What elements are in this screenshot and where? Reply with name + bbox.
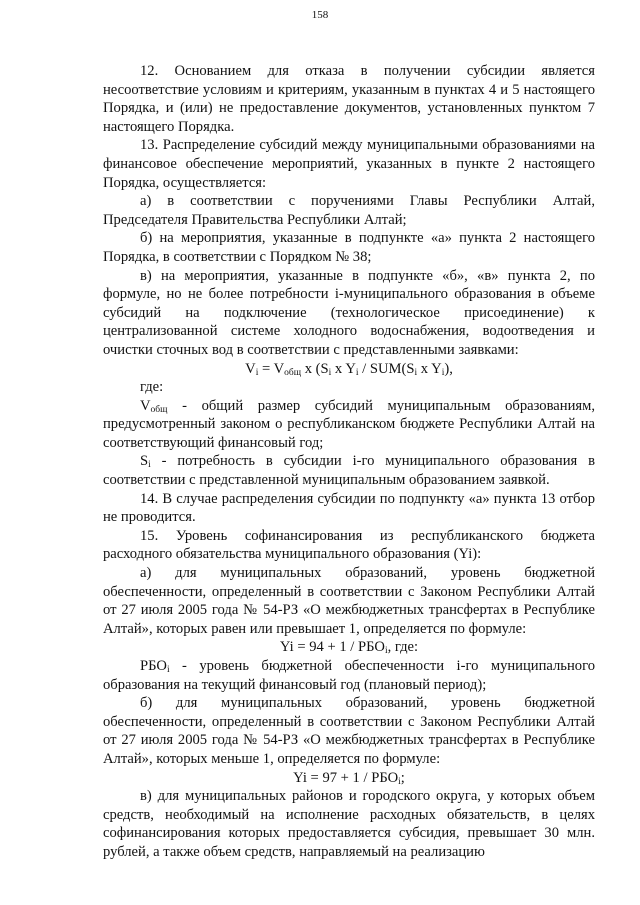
paragraph-13-a: а) в соответствии с поручениями Главы Республики Алтай, Председателя Правительства Республики Алтай; [103,193,595,228]
formula-distribution: $V_i = V_{общ}$ x ($S_i$ x $Y_i / SUM(S_i$ x $Y_i$), [245,360,453,378]
formula-cofinancing-a: $Yi = 94 + 1 / РБО_i$, где: [279,639,419,657]
paragraph-15: 15. Уровень софинансирования из республиканского бюджета расходного обязательства муниципального образования (Yi): [103,527,595,563]
paragraph-15-a: а) для муниципальных образований, уровень бюджетной обеспеченности, определенный в соответствии с Законом Республики Алтай от 27 июля 2005 года № 54-РЗ «О межбюджетных трансфертах в Республике Алтай», которых равен или превышает 1, определяется по формуле: [103,565,595,637]
paragraph-12: 12. Основанием для отказа в получении субсидии является несоответствие условиям и критериям, указанным в пунктах 4 и 5 настоящего Порядка, и (или) не предоставление документов, установленных пунктом 7 настоящего Порядка. [103,63,595,135]
definition-rbo: $РБО_i$ - уровень бюджетной обеспеченности i-го муниципального образования на текущий финансовый год (плановый период); [103,658,595,693]
definition-s-i: $S_i$ - потребность в субсидии i-го муниципального образования в соответствии с представленной муниципальным образованием заявкой. [103,453,595,489]
paragraph-15-b: б) для муниципальных образований, уровень бюджетной обеспеченности, определенный в соответствии с Законом Республики Алтай от 27 июля 2005 года № 54-РЗ «О межбюджетных трансфертах в Республике Алтай», которых меньше 1, определяется по формуле: [103,695,595,767]
paragraph-14: 14. В случае распределения субсидии по подпункту «а» пункта 13 отбор не проводится. [103,490,595,526]
paragraph-15-c: в) для муниципальных районов и городского округа, у которых объем средств, необходимый на исполнение расходных обязательств, в целях софинансирования которых предоставляется субсидия, превышает 30 млн. рублей, а также объем средств, направляемый на реализацию [103,788,595,860]
paragraph-13-c: в) на мероприятия, указанные в подпункте «б», «в» пункта 2, по формуле, но не более потребности i-муниципального образования в объеме субсидий на подключение (технологическое присоединение) к централизованной системе холодного водоснабжения, водоотведения и очистки сточных вод в соответствии с представленными заявками: [103,267,595,358]
document-body [103,62,595,862]
where-label: где: [140,379,164,396]
paragraph-13: 13. Распределение субсидий между муниципальными образованиями на финансовое обеспечение мероприятий, указанных в пункте 2 настоящего Порядка, осуществляется: [103,137,595,191]
definition-v-total: $V_{общ}$ - общий размер субсидий муниципальным образованиям, предусмотренный законом о республиканском бюджете Республики Алтай на соответствующий финансовый год; [103,397,595,451]
formula-cofinancing-b: $Yi = 97 + 1 / РБО_i$; [293,769,405,787]
page-number: 158 [311,9,329,21]
paragraph-13-b: б) на мероприятия, указанные в подпункте «а» пункта 2 настоящего Порядка, в соответствии с Порядком № 38; [103,230,595,265]
